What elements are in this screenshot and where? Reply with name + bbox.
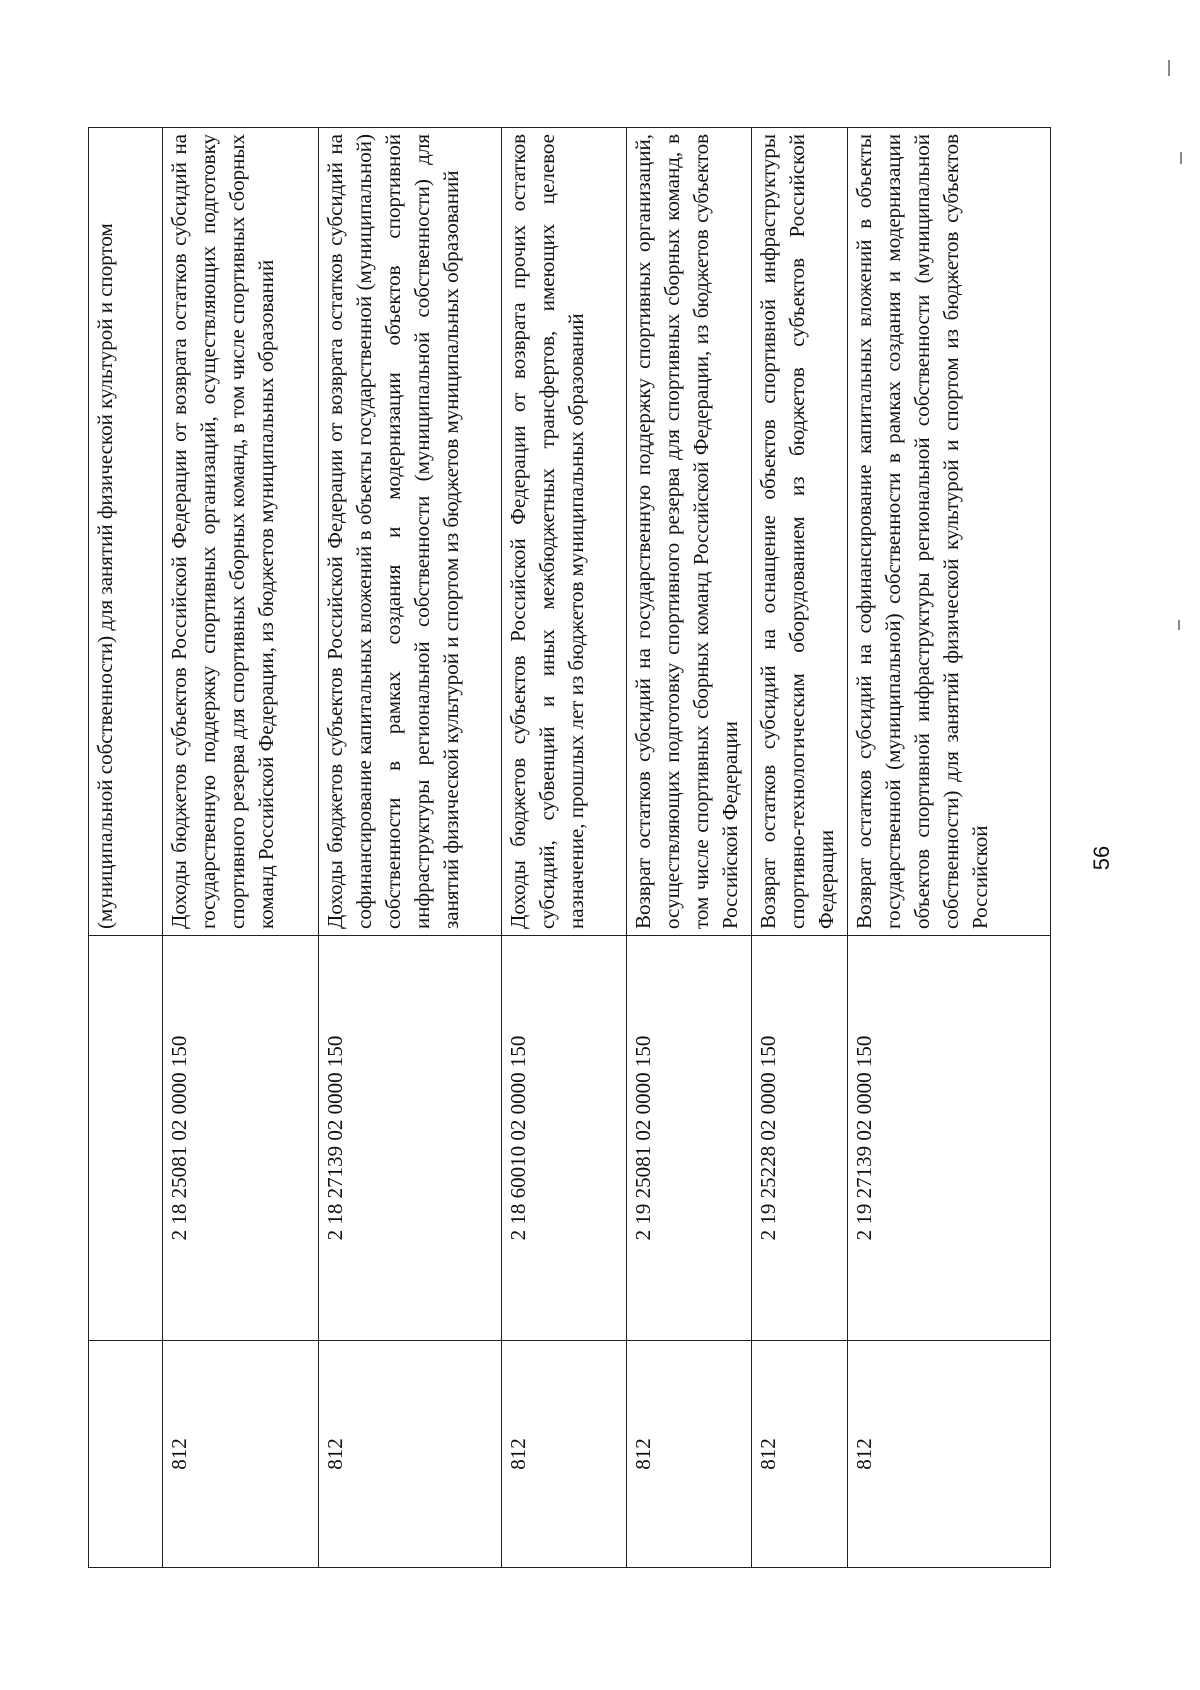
description-cell: Доходы бюджетов субъектов Российской Федерации от возврата остатков субсидий на софинансирование капитальных вложений в объекты государственной (муниципальной) собственности в рамках создания и модернизации объектов спортивной инфраструктуры региональной собственности (муниципальной собственности) для занятий физической культурой и спортом из бюджетов муниципальных образований	[319, 128, 502, 936]
budget-code-cell: 2 19 27139 02 0000 150	[848, 936, 1051, 1341]
budget-code-cell: 2 18 25081 02 0000 150	[163, 936, 319, 1341]
admin-code-cell: 812	[502, 1341, 627, 1568]
scan-mark	[1180, 152, 1182, 164]
description-cell: Доходы бюджетов субъектов Российской Федерации от возврата остатков субсидий на государственную поддержку спортивных организаций, осуществляющих подготовку спортивного резерва для спортивных сборных команд, в том числе спортивных сборных команд Российской Федерации, из бюджетов муниципальных образований	[163, 128, 319, 936]
description-cell: Возврат остатков субсидий на государственную поддержку спортивных организаций, осуществляющих подготовку спортивного резерва для спортивных сборных команд, в том числе спортивных сборных команд Российской Федерации, из бюджетов субъектов Российской Федерации	[627, 128, 752, 936]
rotated-page-content	[88, 128, 1050, 1568]
budget-code-table	[88, 127, 1051, 1568]
admin-code-cell	[89, 1341, 163, 1568]
budget-code-cell: 2 19 25081 02 0000 150	[627, 936, 752, 1341]
description-cell: Доходы бюджетов субъектов Российской Федерации от возврата прочих остатков субсидий, субвенций и иных межбюджетных трансфертов, имеющих целевое назначение, прошлых лет из бюджетов муниципальных образований	[502, 128, 627, 936]
table-row	[752, 128, 848, 1568]
scan-mark	[1168, 60, 1170, 76]
scan-mark	[1178, 620, 1180, 630]
table-row	[627, 128, 752, 1568]
admin-code-cell: 812	[627, 1341, 752, 1568]
budget-code-cell: 2 18 60010 02 0000 150	[502, 936, 627, 1341]
table-row	[319, 128, 502, 1568]
description-cell: Возврат остатков субсидий на софинансирование капитальных вложений в объекты государственной (муниципальной) собственности в рамках создания и модернизации объектов спортивной инфраструктуры региональной собственности (муниципальной собственности) для занятий физической культурой и спортом из бюджетов субъектов Российской	[848, 128, 1051, 936]
budget-code-cell: 2 19 25228 02 0000 150	[752, 936, 848, 1341]
admin-code-cell: 812	[163, 1341, 319, 1568]
table-row	[163, 128, 319, 1568]
description-cell: (муниципальной собственности) для занятий физической культурой и спортом	[89, 128, 163, 936]
admin-code-cell: 812	[848, 1341, 1051, 1568]
page-number: 56	[1089, 845, 1114, 871]
description-cell: Возврат остатков субсидий на оснащение объектов спортивной инфраструктуры спортивно-технологическим оборудованием из бюджетов субъектов Российской Федерации	[752, 128, 848, 936]
table-row	[848, 128, 1051, 1568]
admin-code-cell: 812	[319, 1341, 502, 1568]
table-row	[89, 128, 163, 1568]
admin-code-cell: 812	[752, 1341, 848, 1568]
table-row	[502, 128, 627, 1568]
budget-code-cell: 2 18 27139 02 0000 150	[319, 936, 502, 1341]
budget-code-cell	[89, 936, 163, 1341]
